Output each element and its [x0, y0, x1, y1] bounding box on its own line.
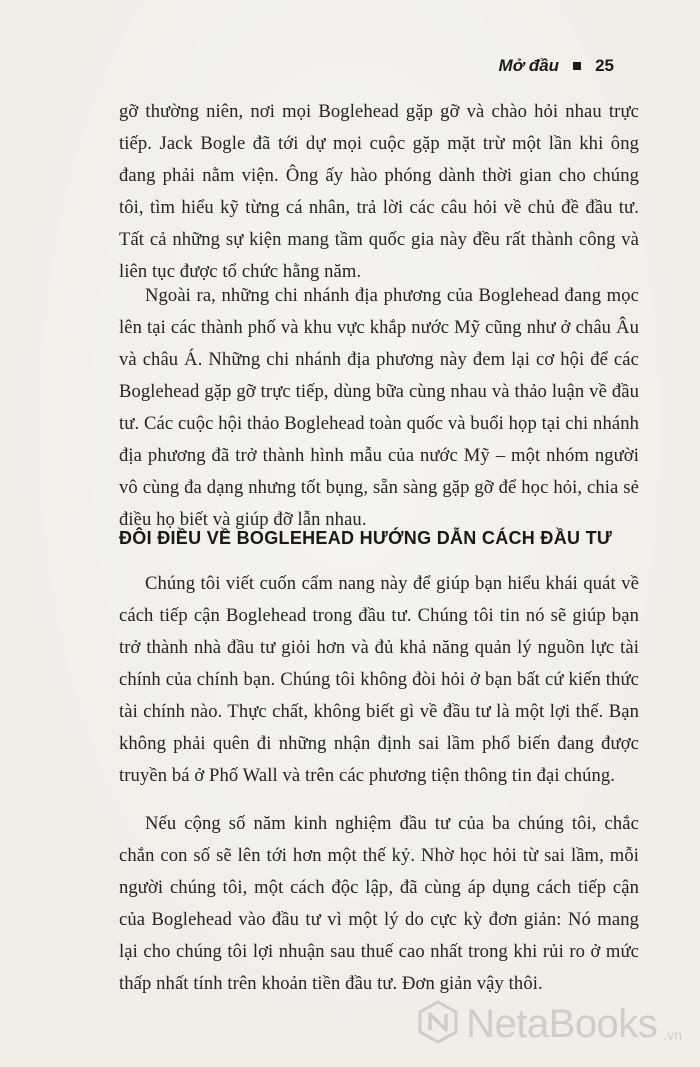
watermark-suffix: .vn: [663, 1027, 682, 1043]
paragraph-continuation: gỡ thường niên, nơi mọi Boglehead gặp gỡ và chào hỏi nhau trực tiếp. Jack Bogle đã tới dự mọi cuộc gặp mặt trừ một lần khi ông đang phải nằm viện. Ông ấy hào phóng dành thời gian cho chúng tôi, tìm hiểu kỹ từng cá nhân, trả lời các câu hỏi về chủ đề đầu tư. Tất cả những sự kiện mang tầm quốc gia này đều rất thành công và liên tục được tổ chức hằng năm.: [119, 101, 639, 282]
running-head: [499, 56, 614, 76]
paragraph-about-guide: Chúng tôi viết cuốn cẩm nang này để giúp bạn hiểu khái quát về cách tiếp cận Boglehead trong đầu tư. Chúng tôi tin nó sẽ giúp bạn trở thành nhà đầu tư giỏi hơn và đủ khả năng quản lý nguồn lực tài chính của chính bạn. Chúng tôi không đòi hỏi ở bạn bất cứ kiến thức tài chính nào. Thực chất, không biết gì về đầu tư là một lợi thế. Bạn không phải quên đi những nhận định sai lầm phổ biến đang được truyền bá ở Phố Wall và trên các phương tiện thông tin đại chúng.: [119, 573, 639, 786]
paragraph-local-chapters: Ngoài ra, những chi nhánh địa phương của Boglehead đang mọc lên tại các thành phố và khu vực khắp nước Mỹ cũng như ở châu Âu và châu Á. Những chi nhánh địa phương này đem lại cơ hội để các Boglehead gặp gỡ trực tiếp, dùng bữa cùng nhau và thảo luận về đầu tư. Các cuộc hội thảo Boglehead toàn quốc và buổi họp tại chi nhánh địa phương đã trở thành hình mẫu của nước Mỹ – một nhóm người vô cùng đa dạng nhưng tốt bụng, sẵn sàng gặp gỡ để học hỏi, chia sẻ điều họ biết và giúp đỡ lẫn nhau.: [119, 285, 639, 530]
section-heading: ĐÔI ĐIỀU VỀ BOGLEHEAD HƯỚNG DẪN CÁCH ĐẦU TƯ: [119, 528, 613, 548]
paragraph-experience: Nếu cộng số năm kinh nghiệm đầu tư của ba chúng tôi, chắc chắn con số sẽ lên tới hơn một thế kỷ. Nhờ học hỏi từ sai lầm, mỗi người chúng tôi, một cách độc lập, đã cùng áp dụng cách tiếp cận của Boglehead vào đầu tư vì một lý do cực kỳ đơn giản: Nó mang lại cho chúng tôi lợi nhuận sau thuế cao nhất trong khi rủi ro ở mức thấp nhất tính trên khoản tiền đầu tư. Đơn giản vậy thôi.: [119, 813, 639, 994]
netabooks-logo-icon: [416, 1000, 460, 1049]
chapter-title: Mở đầu: [498, 56, 560, 75]
separator-square-icon: [573, 62, 581, 70]
page-number: 25: [595, 56, 614, 75]
watermark-text: NetaBooks: [466, 1002, 658, 1046]
watermark: [416, 1000, 682, 1049]
